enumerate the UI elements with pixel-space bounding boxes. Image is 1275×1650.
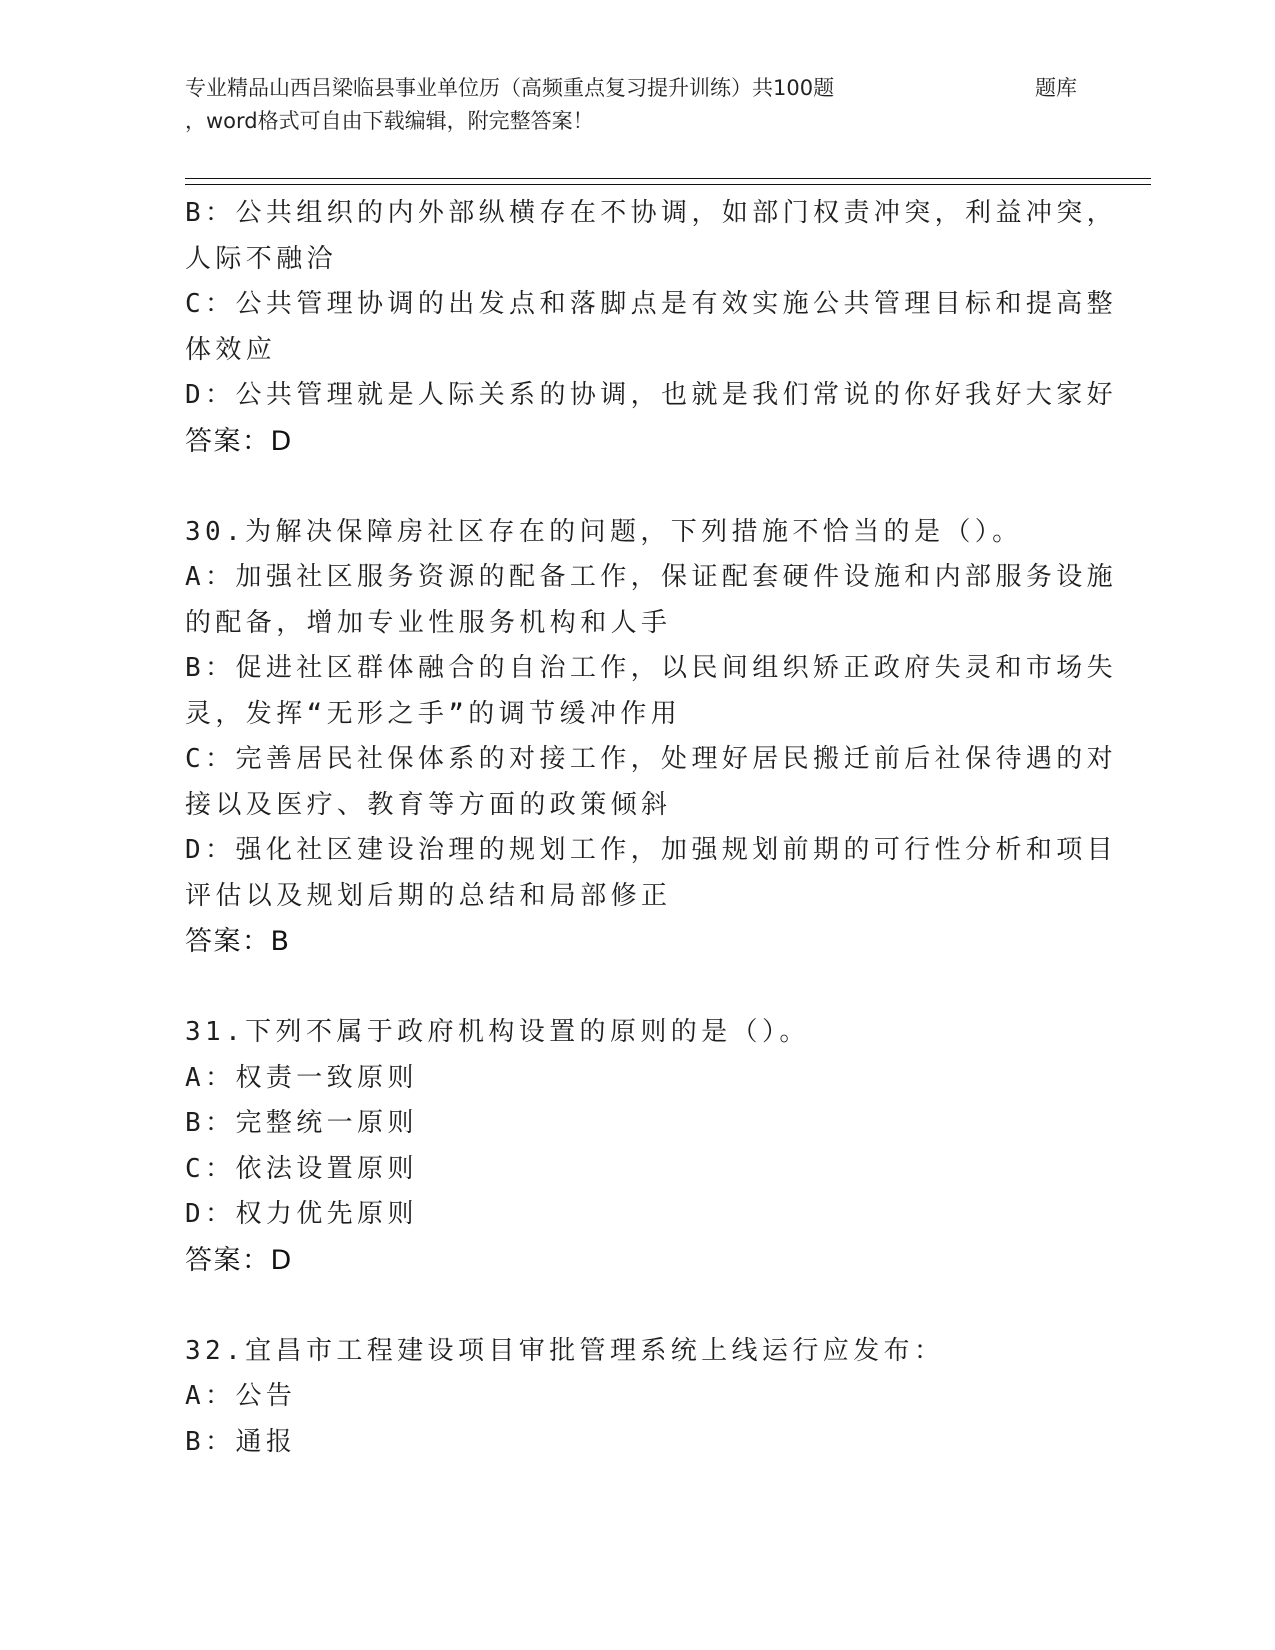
header-tag: 题库 (1035, 76, 1077, 100)
page-header (185, 72, 1085, 138)
question-text-line: A：权责一致原则 (185, 1062, 418, 1093)
block-spacer (185, 965, 1085, 1011)
block-spacer (185, 1283, 1085, 1329)
question-content (185, 191, 1118, 1465)
header-subtitle: ，word格式可自由下载编辑，附完整答案！ (185, 109, 594, 133)
answer-line: 答案：B (185, 926, 291, 957)
answer-line: 答案：D (185, 425, 293, 457)
question-text-line: 31.下列不属于政府机构设置的原则的是（）。 (185, 1017, 810, 1047)
question-text-line: 评估以及规划后期的总结和局部修正 (185, 880, 672, 911)
header-divider-bottom (185, 184, 1151, 185)
question-text-line: C：依法设置原则 (185, 1153, 418, 1184)
question-block (185, 1329, 1085, 1466)
question-text-line: B：完整统一原则 (185, 1108, 418, 1138)
question-text-line: A：公告 (185, 1381, 297, 1411)
question-text-line: 体效应 (185, 334, 277, 365)
question-text-line: C：完善居民社保体系的对接工作，处理好居民搬迁前后社保待遇的对 (185, 744, 1118, 774)
question-text-line: B：公共组织的内外部纵横存在不协调，如部门权责冲突，利益冲突， (185, 198, 1118, 228)
question-text-line: 30.为解决保障房社区存在的问题，下列措施不恰当的是（）。 (185, 516, 1023, 547)
question-text-line: B：通报 (185, 1426, 297, 1457)
block-spacer (185, 464, 1085, 510)
question-text-line: A：加强社区服务资源的配备工作，保证配套硬件设施和内部服务设施 (185, 562, 1118, 592)
question-text-line: 人际不融洽 (185, 243, 338, 274)
question-text-line: B：促进社区群体融合的自治工作，以民间组织矫正政府失灵和市场失 (185, 653, 1118, 683)
header-title-line (185, 72, 1085, 105)
question-block (185, 1010, 1085, 1283)
question-text-line: D：公共管理就是人际关系的协调，也就是我们常说的你好我好大家好 (185, 380, 1118, 410)
header-divider-top (185, 178, 1151, 179)
question-text-line: 的配备，增加专业性服务机构和人手 (185, 607, 672, 638)
question-block (185, 191, 1118, 464)
answer-line: 答案：D (185, 1244, 293, 1276)
question-text-line: C：公共管理协调的出发点和落脚点是有效实施公共管理目标和提高整 (185, 289, 1118, 319)
header-title: 专业精品山西吕梁临县事业单位历（高频重点复习提升训练）共100题 (185, 76, 835, 100)
question-text-line: D：权力优先原则 (185, 1199, 418, 1229)
question-text-line: D：强化社区建设治理的规划工作，加强规划前期的可行性分析和项目 (185, 835, 1118, 865)
question-text-line: 接以及医疗、教育等方面的政策倾斜 (185, 789, 672, 820)
question-block (185, 510, 1118, 965)
question-text-line: 32.宜昌市工程建设项目审批管理系统上线运行应发布： (185, 1335, 945, 1366)
question-text-line: 灵，发挥“无形之手”的调节缓冲作用 (185, 698, 682, 729)
